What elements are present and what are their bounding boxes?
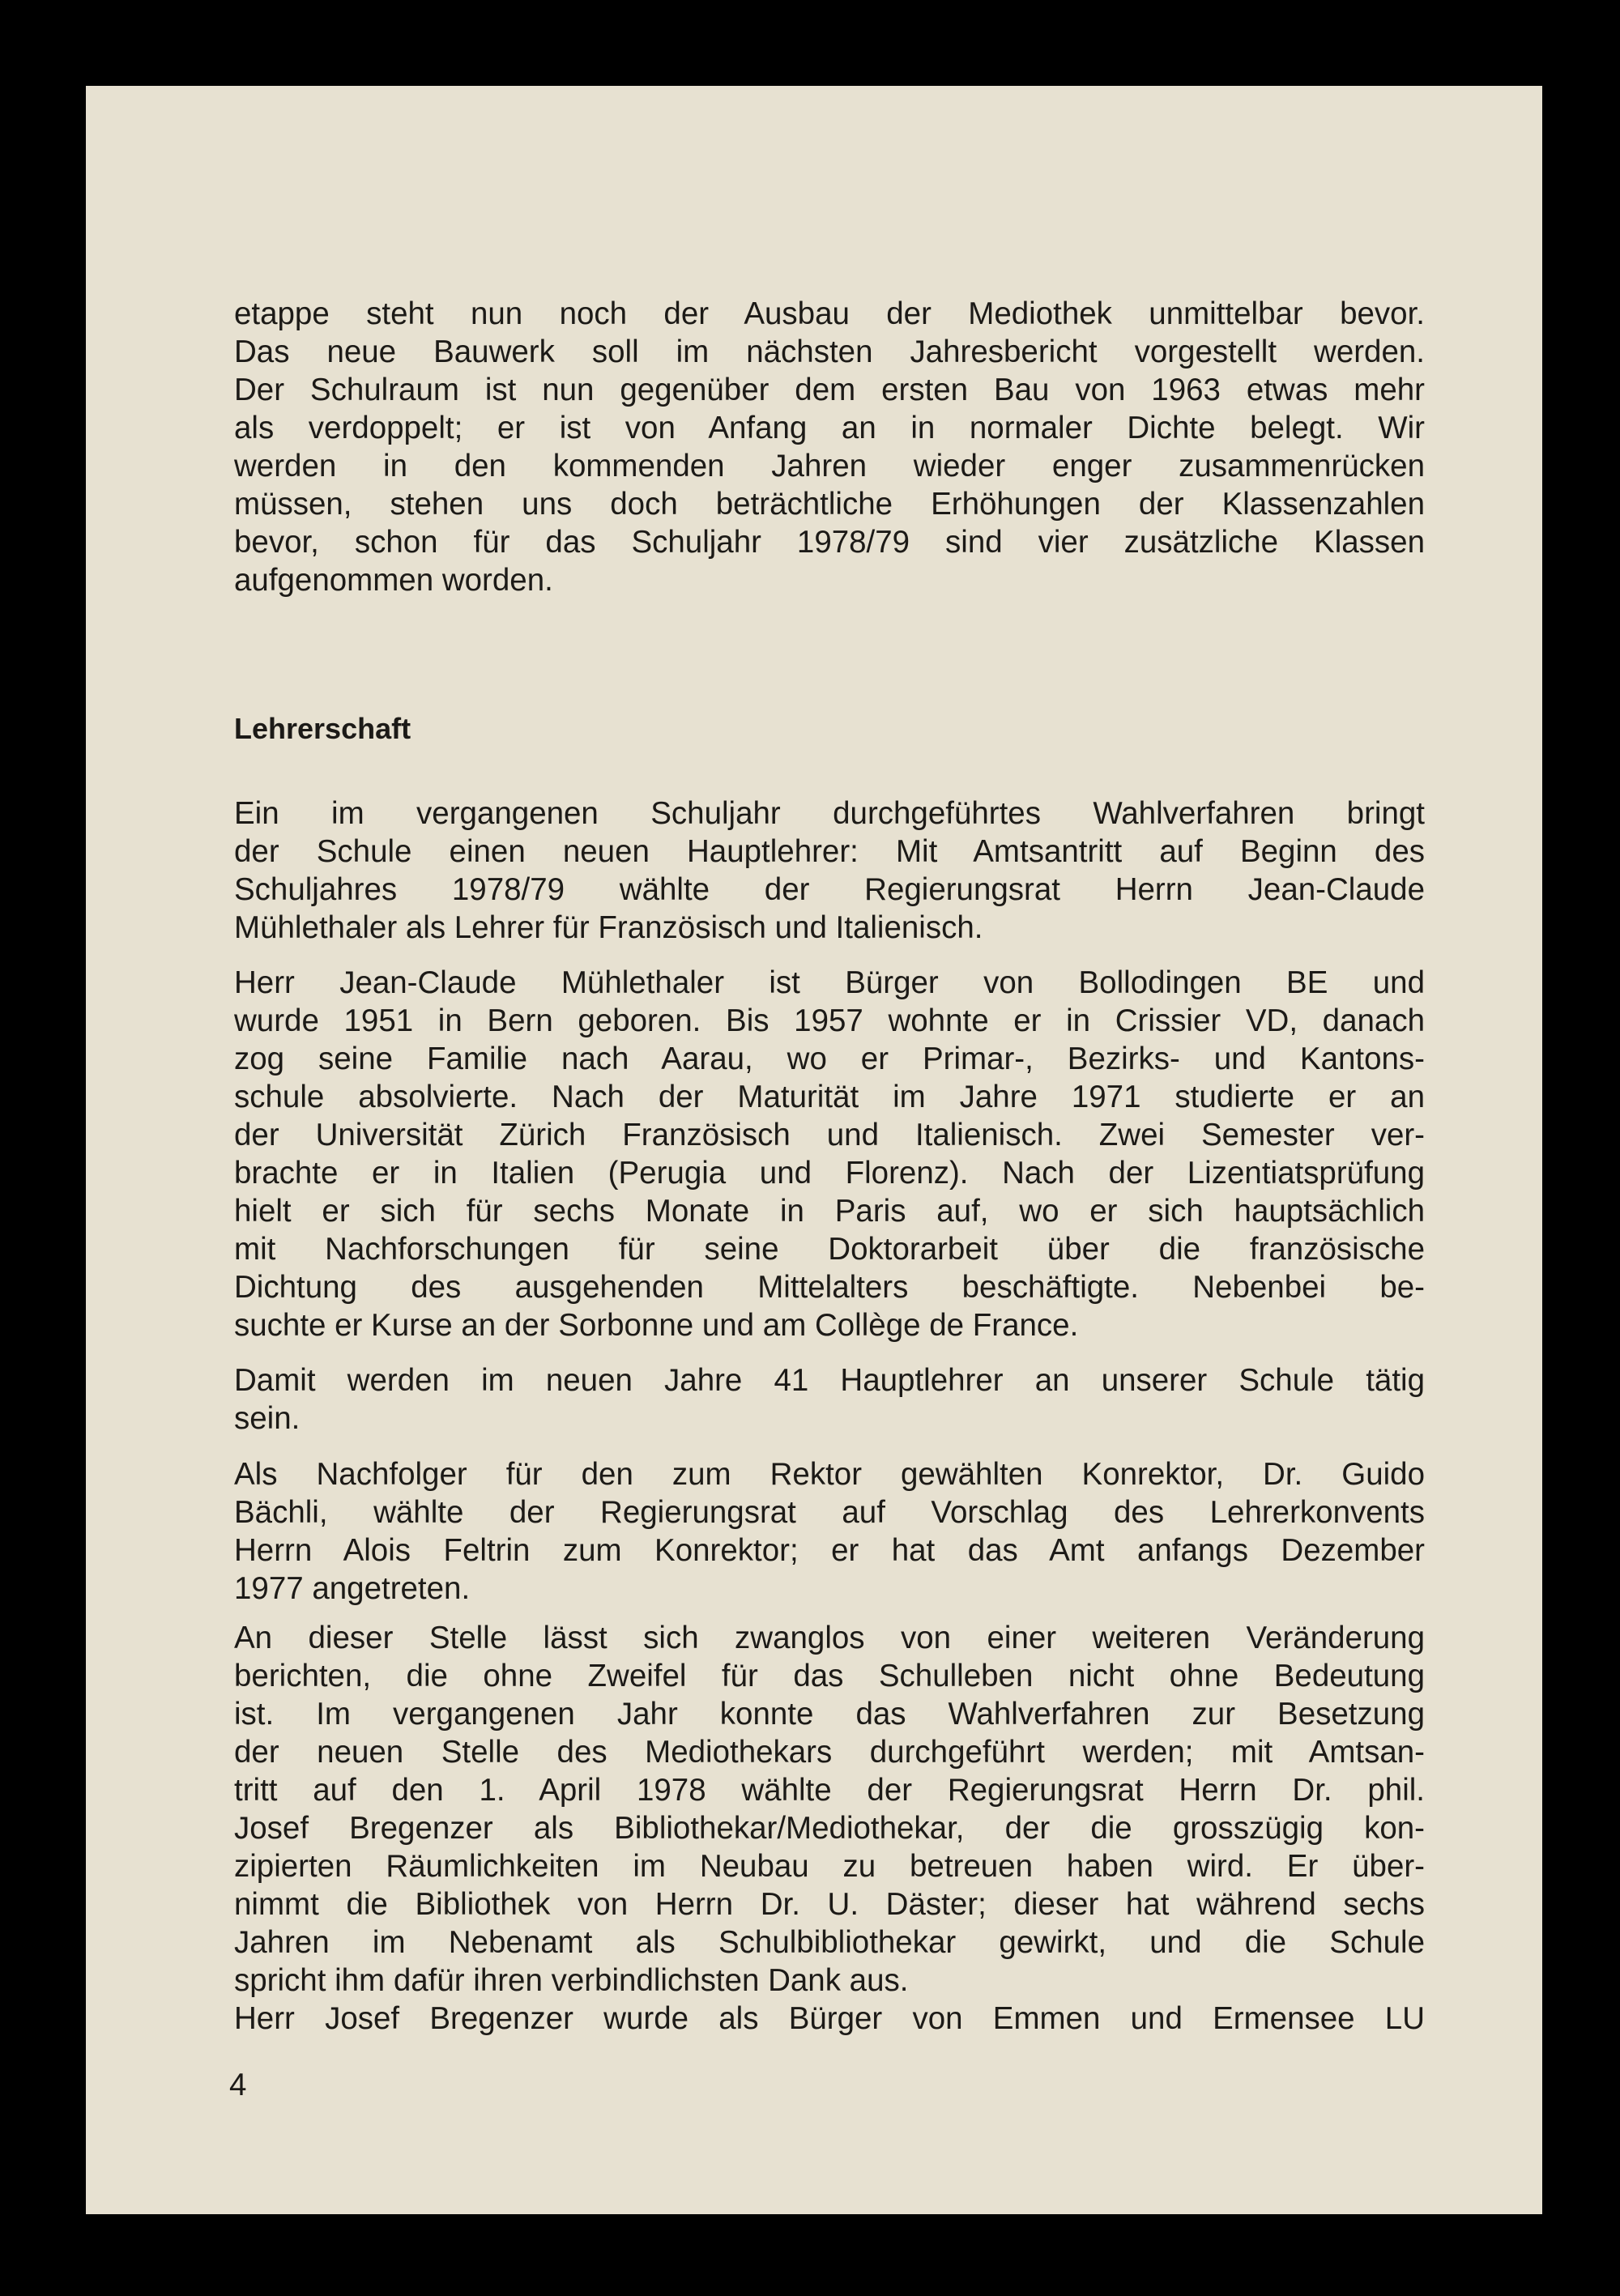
paragraph-intro [234, 295, 1425, 599]
text-line: schule absolvierte. Nach der Maturität im Jahre 1971 studierte er an [234, 1080, 1425, 1114]
text-line: Bächli, wählte der Regierungsrat auf Vorschlag des Lehrerkonvents [234, 1495, 1425, 1530]
text-line: aufgenommen worden. [234, 563, 553, 598]
text-line: bevor, schon für das Schuljahr 1978/79 sind vier zusätzliche Klassen [234, 525, 1425, 560]
text-line: Mühlethaler als Lehrer für Französisch und Italienisch. [234, 910, 983, 945]
text-line: etappe steht nun noch der Ausbau der Mediothek unmittelbar bevor. [234, 296, 1425, 331]
text-line: müssen, stehen uns doch beträchtliche Erhöhungen der Klassenzahlen [234, 487, 1425, 522]
text-line: wurde 1951 in Bern geboren. Bis 1957 wohnte er in Crissier VD, danach [234, 1003, 1425, 1038]
text-line: 1977 angetreten. [234, 1571, 471, 1606]
paragraph-1 [234, 794, 1425, 947]
paragraph-5 [234, 1619, 1425, 2038]
text-line: werden in den kommenden Jahren wieder enger zusammenrücken [234, 449, 1425, 483]
text-line: der Schule einen neuen Hauptlehrer: Mit Amtsantritt auf Beginn des [234, 834, 1425, 869]
text-line: Herr Jean-Claude Mühlethaler ist Bürger von Bollodingen BE und [234, 965, 1425, 1000]
text-line: Als Nachfolger für den zum Rektor gewählten Konrektor, Dr. Guido [234, 1457, 1425, 1492]
text-line: berichten, die ohne Zweifel für das Schulleben nicht ohne Bedeutung [234, 1659, 1425, 1693]
text-line: Herrn Alois Feltrin zum Konrektor; er hat das Amt anfangs Dezember [234, 1533, 1425, 1568]
text-line: nimmt die Bibliothek von Herrn Dr. U. Däster; dieser hat während sechs [234, 1887, 1425, 1922]
page-number: 4 [229, 2068, 247, 2102]
text-line: Jahren im Nebenamt als Schulbibliothekar gewirkt, und die Schule [234, 1925, 1425, 1960]
document-page [86, 86, 1542, 2214]
paragraph-4 [234, 1455, 1425, 1608]
text-line: Herr Josef Bregenzer wurde als Bürger von Emmen und Ermensee LU [234, 2001, 1425, 2036]
paragraph-2 [234, 964, 1425, 1344]
text-line: als verdoppelt; er ist von Anfang an in normaler Dichte belegt. Wir [234, 411, 1425, 445]
text-line: brachte er in Italien (Perugia und Florenz). Nach der Lizentiatsprüfung [234, 1156, 1425, 1191]
text-line: zipierten Räumlichkeiten im Neubau zu betreuen haben wird. Er über- [234, 1849, 1425, 1884]
text-line: Schuljahres 1978/79 wählte der Regierungsrat Herrn Jean-Claude [234, 872, 1425, 907]
text-line: sein. [234, 1401, 301, 1436]
text-line: tritt auf den 1. April 1978 wählte der Regierungsrat Herrn Dr. phil. [234, 1773, 1425, 1808]
text-line: suchte er Kurse an der Sorbonne und am Collège de France. [234, 1308, 1079, 1343]
text-line: zog seine Familie nach Aarau, wo er Primar-, Bezirks- und Kantons- [234, 1042, 1425, 1076]
text-line: Dichtung des ausgehenden Mittelalters beschäftigte. Nebenbei be- [234, 1270, 1425, 1305]
paragraph-3 [234, 1361, 1425, 1438]
text-line: An dieser Stelle lässt sich zwanglos von einer weiteren Veränderung [234, 1621, 1425, 1655]
text-line: Das neue Bauwerk soll im nächsten Jahresbericht vorgestellt werden. [234, 334, 1425, 369]
text-line: der Universität Zürich Französisch und Italienisch. Zwei Semester ver- [234, 1118, 1425, 1152]
text-line: Ein im vergangenen Schuljahr durchgeführtes Wahlverfahren bringt [234, 796, 1425, 831]
section-heading: Lehrerschaft [234, 712, 411, 745]
text-line: Der Schulraum ist nun gegenüber dem ersten Bau von 1963 etwas mehr [234, 373, 1425, 407]
text-line: spricht ihm dafür ihren verbindlichsten Dank aus. [234, 1963, 909, 1998]
text-line: Damit werden im neuen Jahre 41 Hauptlehrer an unserer Schule tätig [234, 1363, 1425, 1398]
text-line: ist. Im vergangenen Jahr konnte das Wahlverfahren zur Besetzung [234, 1697, 1425, 1732]
text-line: hielt er sich für sechs Monate in Paris auf, wo er sich hauptsächlich [234, 1194, 1425, 1229]
text-line: Josef Bregenzer als Bibliothekar/Mediothekar, der die grosszügig kon- [234, 1811, 1425, 1846]
text-line: mit Nachforschungen für seine Doktorarbeit über die französische [234, 1232, 1425, 1267]
text-line: der neuen Stelle des Mediothekars durchgeführt werden; mit Amtsan- [234, 1735, 1425, 1770]
